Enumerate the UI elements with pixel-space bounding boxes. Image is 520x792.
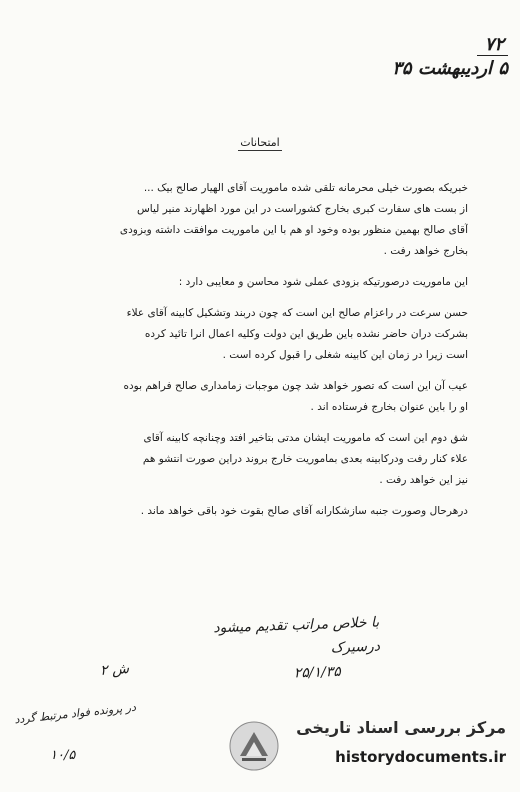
- body-line: او را باین عنوان بخارج فرستاده اند .: [310, 401, 468, 413]
- document-title: [0, 136, 520, 149]
- archive-logo-icon: [228, 720, 280, 772]
- body-line: درهرحال وصورت جنبه سازشکارانه آقای صالح بقوت خود باقی خواهد ماند .: [140, 505, 468, 517]
- body-line: خبریکه بصورت خیلی محرمانه تلقی شده ماموریت آقای الهیار صالح بیک ...: [143, 182, 468, 194]
- document-title-text: امتحانات: [240, 136, 280, 149]
- document-number: ۷۲: [477, 34, 508, 56]
- body-line: بخارج خواهد رفت .: [383, 245, 468, 257]
- body-line: بشرکت دران حاضر نشده باین طریق این دولت وکلیه اعمال انرا تائید کرده: [144, 328, 468, 340]
- body-line: است زیرا در زمان این کابینه شغلی را قبول کرده است .: [222, 349, 468, 361]
- body-line: حسن سرعت در راعزام صالح این است که چون دربند وتشکیل کابینه آقای علاء: [126, 307, 468, 319]
- signature-date: ۲۵/۱/۳۵: [293, 663, 342, 682]
- body-line: از بست های سفارت کبری بخارج کشوراست در این مورد اظهارند منیر لیاس: [136, 203, 468, 215]
- handwritten-margin-note: در پرونده فواد مرتبط گردد: [13, 700, 137, 727]
- document-body: [58, 178, 468, 522]
- body-line: این ماموریت درصورتیکه بزودی عملی شود محاسن و معایبی دارد :: [178, 276, 468, 288]
- handwritten-initials: ش ۲: [99, 661, 130, 679]
- document-date: ۵ اردیبهشت ۳۵: [392, 58, 508, 79]
- body-line: علاء کنار رفت ودرکابینه بعدی بماموریت خارج بروند دراین صورت انتشو هم: [142, 453, 468, 465]
- watermark-title: مرکز بررسی اسناد تاریخی: [296, 718, 506, 737]
- handwritten-file-code: ۱۰/۵: [50, 748, 76, 763]
- body-line: آقای صالح بهمین منظور بوده وخود او هم با این ماموریت موافقت داشته وبزودی: [119, 224, 468, 236]
- body-line: نیز این خواهد رفت .: [379, 474, 468, 486]
- archive-watermark: [222, 716, 512, 778]
- handwritten-signature-block: [179, 611, 381, 690]
- document-reference: [358, 34, 508, 79]
- body-line: عیب آن این است که تصور خواهد شد چون موجبات زمامداری صالح فراهم بوده: [123, 380, 468, 392]
- signature-line: با خلاص مراتب تقدیم میشود درسیرک: [213, 614, 381, 657]
- body-line: شق دوم این است که ماموریت ایشان مدتی بتاخیر افتد وچنانچه کابینه آقای: [143, 432, 468, 444]
- watermark-url: historydocuments.ir: [335, 748, 506, 766]
